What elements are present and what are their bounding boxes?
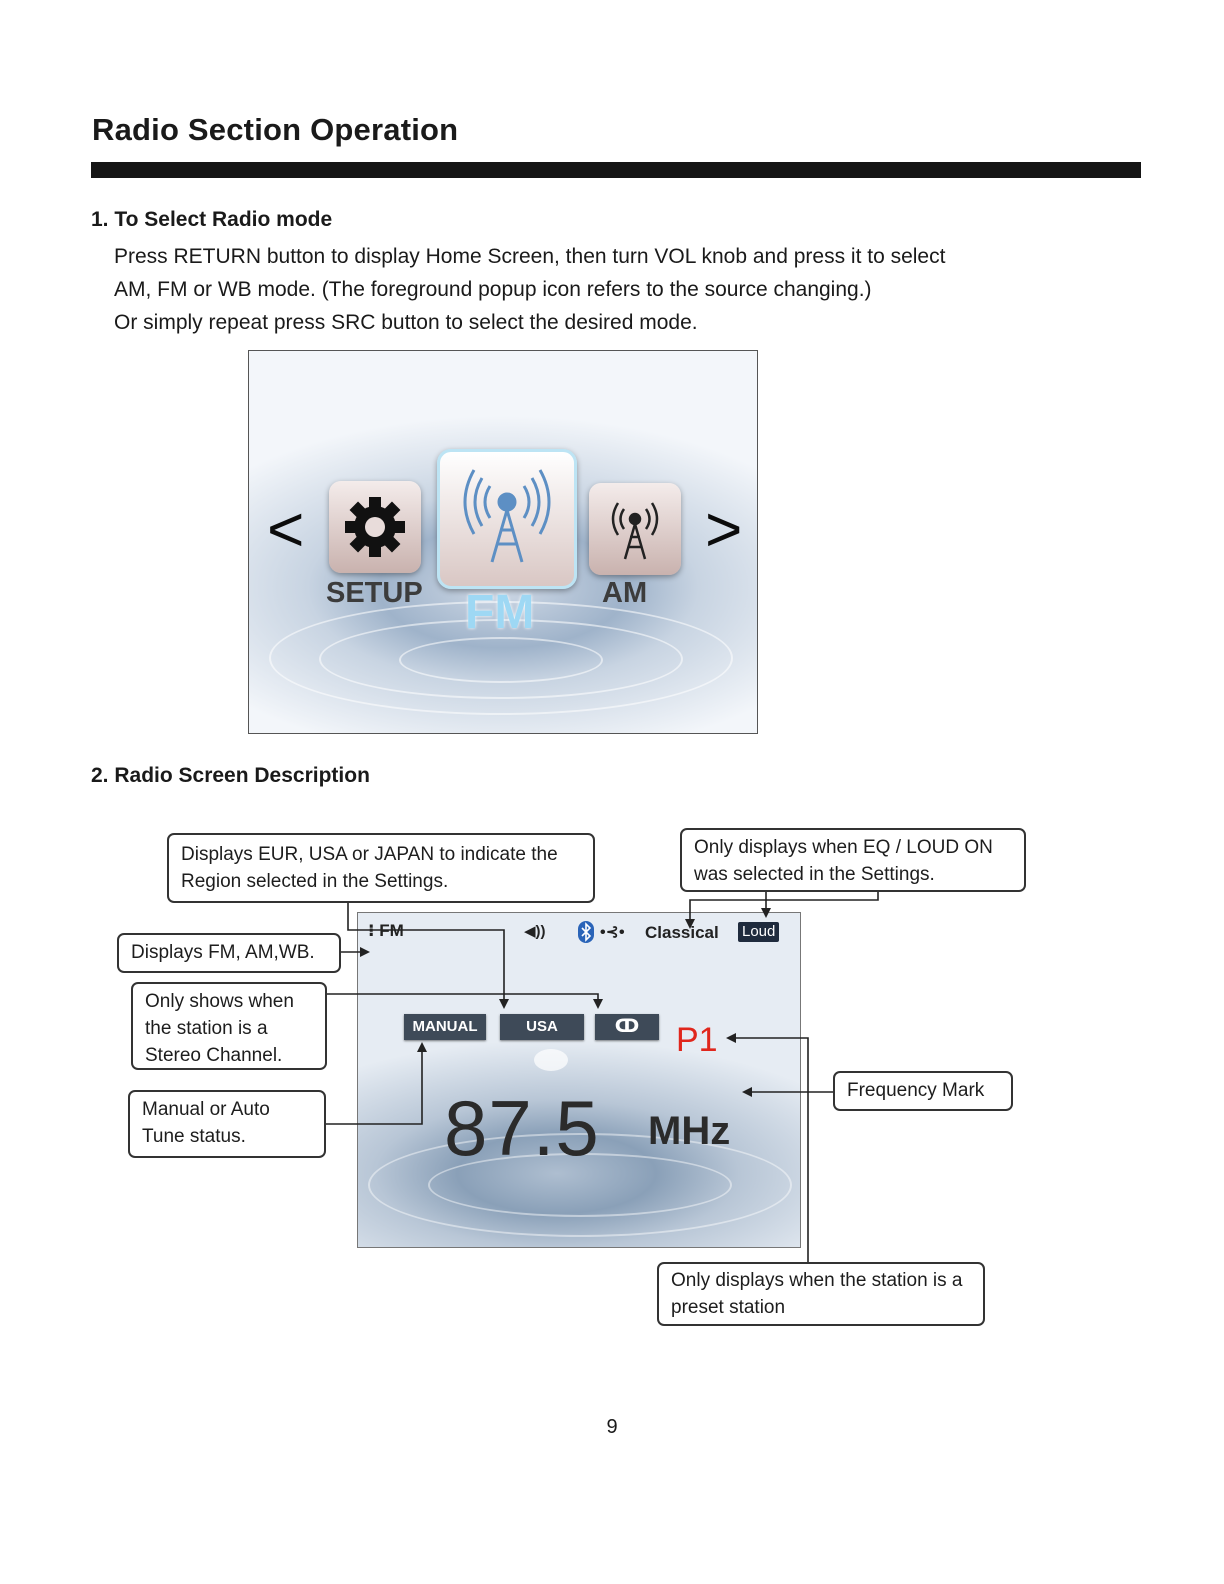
volume-icon: ◀)) [524,923,546,940]
leader-stereo [327,994,598,1007]
am-label: AM [602,577,648,609]
setup-label: SETUP [326,577,423,609]
leader-tune [326,1044,422,1124]
callout-preset: Only displays when the station is a preset station [657,1262,985,1326]
section1-heading: 1. To Select Radio mode [91,208,333,231]
prev-arrow[interactable]: < [267,493,305,565]
manual-chip: MANUAL [404,1014,486,1040]
callout-band: Displays FM, AM,WB. [117,933,341,973]
stereo-chip: ↀ [595,1014,659,1040]
loud-badge: Loud [738,922,779,942]
callout-stereo: Only shows when the station is a Stereo Channel. [131,982,327,1070]
frequency-unit: MHz [648,1109,731,1153]
fm-label: FM [465,586,535,639]
usb-icon: •⊰• [600,924,625,941]
leader-eq [690,892,878,927]
leader-preset [728,1038,808,1262]
section1-line: AM, FM or WB mode. (The foreground popup icon refers to the source changing.) [114,278,872,301]
callout-tune: Manual or Auto Tune status. [128,1090,326,1158]
section1-line: Press RETURN button to display Home Screen, then turn VOL knob and press it to select [114,245,946,268]
band-icon: ⁝ [368,921,375,940]
leader-region [348,903,504,1007]
region-chip: USA [500,1014,584,1040]
callout-frequency-mark: Frequency Mark [833,1071,1013,1111]
callout-eq-loud: Only displays when EQ / LOUD ON was selected in the Settings. [680,828,1026,892]
callout-region: Displays EUR, USA or JAPAN to indicate the Region selected in the Settings. [167,833,595,903]
band-text: FM [379,921,404,940]
section2-heading: 2. Radio Screen Description [91,764,370,787]
page-number: 9 [606,1416,618,1438]
section1-line: Or simply repeat press SRC button to select the desired mode. [114,311,698,334]
preset-mark: P1 [676,1021,718,1059]
next-arrow[interactable]: > [705,493,743,565]
page-title: Radio Section Operation [92,112,459,147]
frequency-value: 87.5 [444,1084,600,1172]
genre-label: Classical [645,923,719,942]
